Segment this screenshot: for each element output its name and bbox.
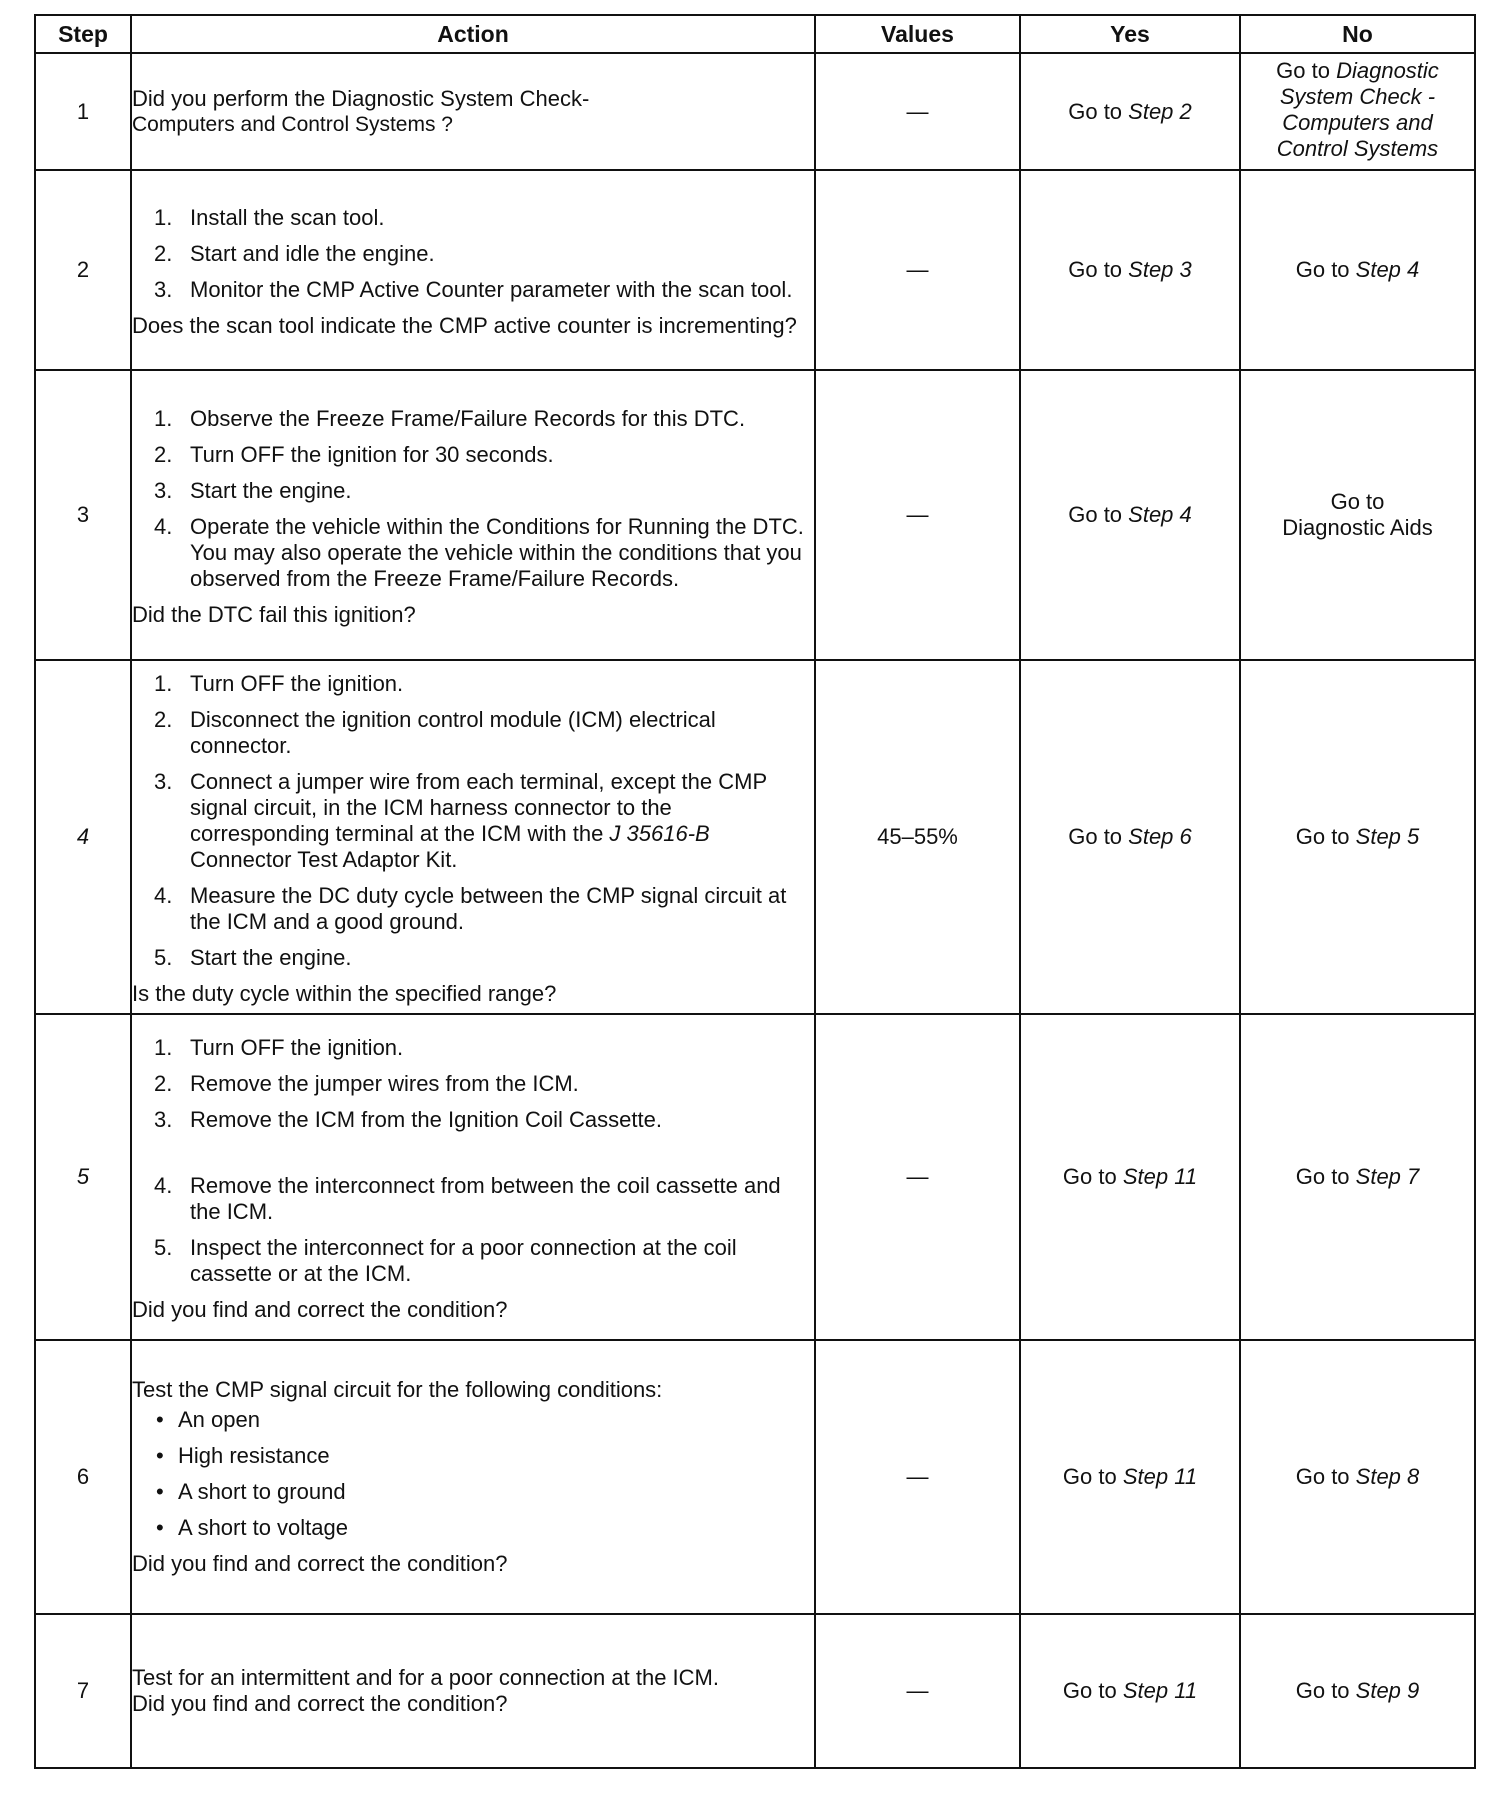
action-step: 1. Install the scan tool. <box>154 205 385 230</box>
action-step: 1. Observe the Freeze Frame/Failure Records for this DTC. <box>154 406 746 431</box>
condition-list <box>132 1407 814 1541</box>
action-cell <box>131 53 815 170</box>
yes-cell: Go to Step 6 <box>1020 660 1240 1014</box>
no-link: System Check - <box>1279 84 1436 109</box>
no-cell: Go to Step 4 <box>1240 170 1475 370</box>
list-item: • A short to ground <box>156 1479 346 1504</box>
no-step-link: Step 7 <box>1355 1164 1420 1189</box>
yes-step-link: Step 11 <box>1122 1164 1198 1189</box>
no-step-link: Step 5 <box>1355 824 1420 849</box>
action-question: Did you find and correct the condition? <box>132 1691 508 1716</box>
header-no: No <box>1240 15 1475 53</box>
no-text: Go to <box>1330 489 1385 514</box>
step-number: 5 <box>35 1014 131 1340</box>
yes-step-link: Step 6 <box>1128 824 1192 849</box>
action-cell <box>131 370 815 660</box>
no-text: Go to <box>1276 58 1337 83</box>
action-intro: Test the CMP signal circuit for the following conditions: <box>132 1377 663 1402</box>
action-question: Did the DTC fail this ignition? <box>132 602 416 627</box>
action-steps <box>132 1173 814 1287</box>
step-number: 2 <box>35 170 131 370</box>
action-step: 2. Turn OFF the ignition for 30 seconds. <box>154 442 554 467</box>
yes-step-link: Step 3 <box>1128 257 1192 282</box>
no-step-link: Step 8 <box>1355 1464 1420 1489</box>
no-link: Diagnostic Aids <box>1282 515 1433 540</box>
table-row <box>35 170 1475 370</box>
action-step: 3. Start the engine. <box>154 478 352 503</box>
step-number: 6 <box>35 1340 131 1614</box>
action-step: 4. Operate the vehicle within the Conditions for Running the DTC. You may also operate the vehicle within the conditions that you observed from the Freeze Frame/Failure Records. <box>154 514 804 591</box>
action-step: 3. Remove the ICM from the Ignition Coil Cassette. <box>154 1107 662 1132</box>
no-cell: Go to Step 5 <box>1240 660 1475 1014</box>
action-step: 2. Remove the jumper wires from the ICM. <box>154 1071 579 1096</box>
action-steps <box>132 671 814 981</box>
action-cell <box>131 660 815 1014</box>
table-row <box>35 370 1475 660</box>
list-item: • An open <box>156 1407 260 1432</box>
values-cell: — <box>815 370 1020 660</box>
action-step: 2. Disconnect the ignition control module (ICM) electrical connector. <box>154 707 716 758</box>
action-step: 5. Start the engine. <box>154 945 352 970</box>
action-step: 3. Monitor the CMP Active Counter parameter with the scan tool. <box>154 277 793 302</box>
action-question: Did you find and correct the condition? <box>132 1551 508 1576</box>
table-row <box>35 1340 1475 1614</box>
tool-name: J 35616-B <box>609 821 710 846</box>
action-step: 3. Connect a jumper wire from each terminal, except the CMP signal circuit, in the ICM harness connector to the corresponding terminal at the ICM with the J 35616-B Connector Test Adaptor Kit. <box>154 769 767 872</box>
header-step: Step <box>35 15 131 53</box>
no-cell: Go to Step 9 <box>1240 1614 1475 1768</box>
action-step: 1. Turn OFF the ignition. <box>154 1035 404 1060</box>
table-row <box>35 1614 1475 1768</box>
action-step: 2. Start and idle the engine. <box>154 241 435 266</box>
action-steps <box>132 406 814 602</box>
step-number: 4 <box>35 660 131 1014</box>
no-link: Diagnostic <box>1336 58 1439 83</box>
no-cell <box>1240 370 1475 660</box>
yes-cell: Go to Step 4 <box>1020 370 1240 660</box>
yes-cell: Go to Step 11 <box>1020 1614 1240 1768</box>
action-step: 1. Turn OFF the ignition. <box>154 671 404 696</box>
header-action: Action <box>131 15 815 53</box>
yes-step-link: Step 11 <box>1122 1464 1198 1489</box>
no-step-link: Step 4 <box>1355 257 1420 282</box>
action-step: 5. Inspect the interconnect for a poor connection at the coil cassette or at the ICM. <box>154 1235 737 1286</box>
action-cell <box>131 1014 815 1340</box>
values-cell: — <box>815 1614 1020 1768</box>
action-steps <box>132 1035 814 1133</box>
action-question: Is the duty cycle within the specified range? <box>132 981 557 1006</box>
action-steps <box>132 205 814 313</box>
yes-text: Go to <box>1068 98 1129 124</box>
action-cell <box>131 1614 815 1768</box>
action-text: Did you perform the Diagnostic System Check- <box>132 85 590 111</box>
action-question: Did you find and correct the condition? <box>132 1297 508 1322</box>
no-link: Computers and <box>1282 110 1433 135</box>
values-cell: — <box>815 1340 1020 1614</box>
list-item: • A short to voltage <box>156 1515 348 1540</box>
diagnostic-table <box>34 14 1476 1769</box>
table-row <box>35 1014 1475 1340</box>
header-values: Values <box>815 15 1020 53</box>
yes-step-link: Step 11 <box>1122 1678 1198 1703</box>
list-item: • High resistance <box>156 1443 330 1468</box>
action-intro: Test for an intermittent and for a poor connection at the ICM. <box>132 1665 719 1690</box>
action-step: 4. Measure the DC duty cycle between the CMP signal circuit at the ICM and a good ground. <box>154 883 787 934</box>
yes-cell <box>1020 53 1240 170</box>
step-number: 3 <box>35 370 131 660</box>
yes-cell: Go to Step 11 <box>1020 1014 1240 1340</box>
table-row <box>35 660 1475 1014</box>
yes-cell: Go to Step 3 <box>1020 170 1240 370</box>
yes-step-link: Step 4 <box>1128 502 1192 527</box>
action-question: Does the scan tool indicate the CMP active counter is incrementing? <box>132 313 797 338</box>
no-cell: Go to Step 8 <box>1240 1340 1475 1614</box>
action-text: Computers and Control Systems ? <box>132 112 453 136</box>
values-cell: — <box>815 170 1020 370</box>
values-cell: — <box>815 53 1020 170</box>
action-step: 4. Remove the interconnect from between the coil cassette and the ICM. <box>154 1173 781 1224</box>
action-cell <box>131 170 815 370</box>
no-step-link: Step 9 <box>1355 1678 1420 1703</box>
no-cell: Go to Step 7 <box>1240 1014 1475 1340</box>
no-cell <box>1240 53 1475 170</box>
step-number: 7 <box>35 1614 131 1768</box>
no-link: Control Systems <box>1276 136 1439 161</box>
yes-cell: Go to Step 11 <box>1020 1340 1240 1614</box>
yes-step-link: Step 2 <box>1128 98 1192 124</box>
values-cell: 45–55% <box>815 660 1020 1014</box>
step-number: 1 <box>35 53 131 170</box>
values-cell: — <box>815 1014 1020 1340</box>
header-yes: Yes <box>1020 15 1240 53</box>
action-cell <box>131 1340 815 1614</box>
header-row <box>35 15 1475 53</box>
table-row <box>35 53 1475 170</box>
